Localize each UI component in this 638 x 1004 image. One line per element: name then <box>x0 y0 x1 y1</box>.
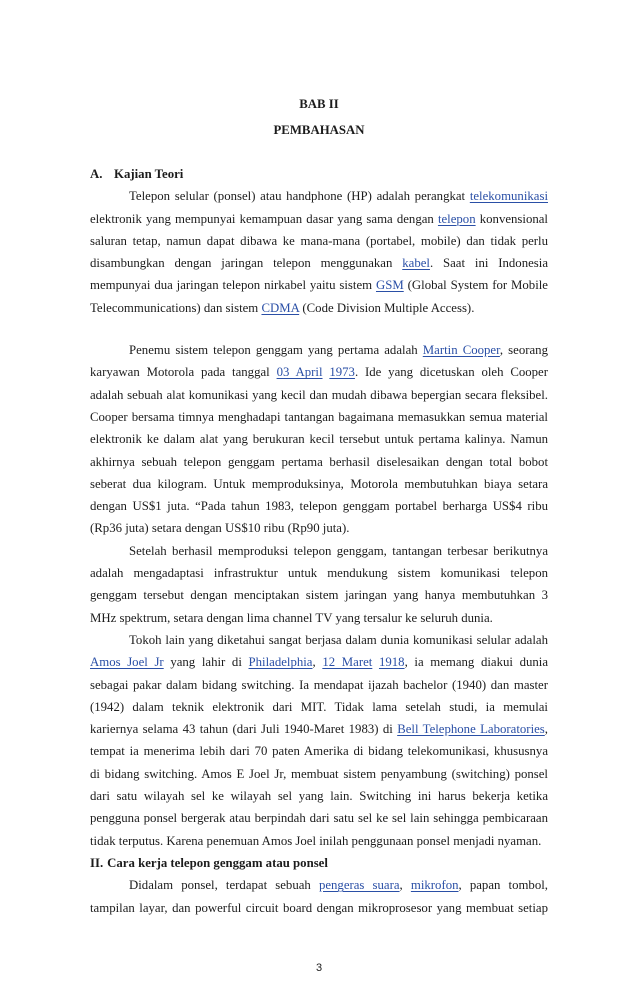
paragraph <box>90 874 548 919</box>
text-line <box>90 629 548 651</box>
text-run: adalah mengadaptasi infrastruktur untuk mendukung sistem komunikasi telepon <box>90 566 548 581</box>
text-line <box>90 874 548 896</box>
chapter-label: BAB II <box>299 97 339 111</box>
document-body <box>90 163 548 919</box>
text-line <box>90 674 548 696</box>
text-line <box>90 274 548 296</box>
text-run: di bidang switching. Amos E Joel Jr, membuat sistem penyambung (switching) ponsel <box>90 766 548 781</box>
text-line <box>90 185 548 207</box>
text-run: kariernya selama 43 tahun (dari Juli 1940-Maret 1983) di <box>90 722 398 737</box>
text-line <box>90 584 548 606</box>
text-run: Cooper bersama timnya menghadapi tantangan bagaimana memasukkan semua material <box>90 409 548 424</box>
text-line <box>90 384 548 406</box>
text-run: dari satu wilayah sel ke wilayah sel yang lain. Switching ini harus bekerja ketika <box>90 789 548 804</box>
link-gsm[interactable]: GSM <box>375 278 404 293</box>
text-run: pengguna ponsel bergerak atau berpindah dari satu sel ke sel lain sehingga pembicaraan <box>90 811 548 826</box>
link-telepon[interactable]: telepon <box>437 211 476 226</box>
text-run: , <box>399 878 411 893</box>
text-run: sebagai pakar dalam bidang switching. Ia mendapat ijazah bachelor (1940) dan master <box>90 677 548 692</box>
page-number: 3 <box>315 962 323 974</box>
text-line <box>90 339 548 361</box>
text-run: . Saat ini Indonesia <box>429 256 548 271</box>
section-title: Cara kerja telepon genggam atau ponsel <box>107 855 328 870</box>
link-amos-joel-jr[interactable]: Amos Joel Jr <box>90 655 164 670</box>
text-run: , <box>544 722 548 737</box>
section-number: A. <box>90 167 103 181</box>
text-run: seberat dua kilogram. Untuk memproduksinya, Motorola membutuhkan biaya setara <box>90 476 548 491</box>
paragraph <box>90 629 548 852</box>
chapter-header <box>90 91 548 143</box>
text-line <box>90 718 548 740</box>
text-line <box>90 208 548 230</box>
text-run: tidak terputus. Karena penemuan Amos Joel inilah penggunaan ponsel menjadi nyaman. <box>90 833 542 848</box>
text-run: elektronik ke dalam alat yang berukuran kecil tersebut untuk pertama kalinya. Namun <box>90 432 548 447</box>
paragraph <box>90 185 548 319</box>
text-run: yang lahir di <box>163 655 249 670</box>
link-12-maret[interactable]: 12 Maret <box>322 655 373 670</box>
text-line <box>90 540 548 562</box>
chapter-title: PEMBAHASAN <box>273 123 365 137</box>
text-line <box>90 562 548 584</box>
text-line <box>90 763 548 785</box>
text-run: , seorang <box>499 343 548 358</box>
text-run: Telepon selular (ponsel) atau handphone (HP) adalah perangkat <box>129 189 470 204</box>
text-run: genggam tersebut dengan menciptakan sistem jaringan yang hanya membutuhkan 3 <box>90 588 548 603</box>
text-run: tampilan layar, dan powerful circuit board dengan mikroprosesor yang membuat setiap <box>90 900 548 915</box>
text-run: , <box>312 655 323 670</box>
link-03-april[interactable]: 03 April <box>276 365 323 380</box>
paragraph <box>90 339 548 540</box>
text-run: elektronik yang mempunyai kemampuan dasar yang sama dengan <box>90 211 438 226</box>
text-line <box>90 607 548 629</box>
text-run: disambungkan dengan jaringan telepon menggunakan <box>90 256 403 271</box>
section-number: II. <box>90 855 104 870</box>
text-run: Telecommunications) dan sistem <box>90 300 262 315</box>
section <box>90 852 548 919</box>
text-line <box>90 230 548 252</box>
text-run: Penemu sistem telepon genggam yang pertama adalah <box>129 343 423 358</box>
text-line <box>90 740 548 762</box>
link-philadelphia[interactable]: Philadelphia <box>248 655 313 670</box>
text-run: , papan tombol, <box>458 878 548 893</box>
text-line <box>90 807 548 829</box>
text-line <box>90 785 548 807</box>
text-run: (Global System for Mobile <box>403 278 548 293</box>
text-line <box>90 830 548 852</box>
text-run: adalah sebuah alat komunikasi yang kecil dan mudah dibawa bepergian secara fleksibel. <box>90 387 548 402</box>
text-run: MHz spektrum, setara dengan lima channel TV yang tersalur ke seluruh dunia. <box>90 610 493 625</box>
text-line <box>90 696 548 718</box>
section <box>90 163 548 852</box>
section-heading <box>90 852 548 874</box>
text-line <box>90 428 548 450</box>
text-run: karyawan Motorola pada tanggal <box>90 365 277 380</box>
text-line <box>90 406 548 428</box>
text-run <box>372 655 379 669</box>
link-pengeras-suara[interactable]: pengeras suara <box>318 878 400 893</box>
link-telekomunikasi[interactable]: telekomunikasi <box>469 189 548 204</box>
link-martin-cooper[interactable]: Martin Cooper <box>422 343 500 358</box>
text-line <box>90 495 548 517</box>
text-run: (1942) dalam teknik elektronik dari MIT. Tidak lama setelah studi, ia memulai <box>90 699 548 714</box>
text-line <box>90 451 548 473</box>
link-cdma[interactable]: CDMA <box>261 300 300 315</box>
text-line <box>90 297 548 319</box>
text-line <box>90 473 548 495</box>
text-run: tempat ia menerima lebih dari 70 paten Amerika di bidang telekomunikasi, khususnya <box>90 744 548 759</box>
text-run: Tokoh lain yang diketahui sangat berjasa dalam dunia komunikasi selular adalah <box>129 632 548 647</box>
text-line <box>90 517 548 539</box>
text-run: mempunyai dua jaringan telepon nirkabel yaitu sistem <box>90 278 376 293</box>
text-line <box>90 361 548 383</box>
paragraph <box>90 540 548 629</box>
link-1973[interactable]: 1973 <box>329 365 355 380</box>
text-run: (Code Division Multiple Access). <box>299 300 475 315</box>
link-mikrofon[interactable]: mikrofon <box>410 878 459 893</box>
section-title: Kajian Teori <box>114 167 184 181</box>
text-run: Setelah berhasil memproduksi telepon genggam, tantangan terbesar berikutnya <box>129 543 548 558</box>
text-run: dengan US$1 juta. “Pada tahun 1983, telepon genggam portabel berharga US$4 ribu <box>90 499 548 514</box>
text-line <box>90 651 548 673</box>
link-kabel[interactable]: kabel <box>402 256 430 271</box>
text-line <box>90 252 548 274</box>
text-run: (Rp36 juta) setara dengan US$10 ribu (Rp90 juta). <box>90 521 350 536</box>
text-run: Didalam ponsel, terdapat sebuah <box>129 878 319 893</box>
text-run: saluran tetap, namun dapat dibawa ke mana-mana (portabel, mobile) dan tidak perlu <box>90 233 548 248</box>
text-run: , ia memang diakui dunia <box>404 655 549 670</box>
text-line <box>90 897 548 919</box>
text-run: akhirnya sebuah telepon genggam pertama berhasil diselesaikan dengan total bobot <box>90 454 548 469</box>
text-run: konvensional <box>475 211 548 226</box>
link-1918[interactable]: 1918 <box>378 655 405 670</box>
text-run: . Ide yang dicetuskan oleh Cooper <box>354 365 549 380</box>
section-heading <box>90 163 548 185</box>
link-bell-telephone-laboratories[interactable]: Bell Telephone Laboratories <box>397 722 545 737</box>
